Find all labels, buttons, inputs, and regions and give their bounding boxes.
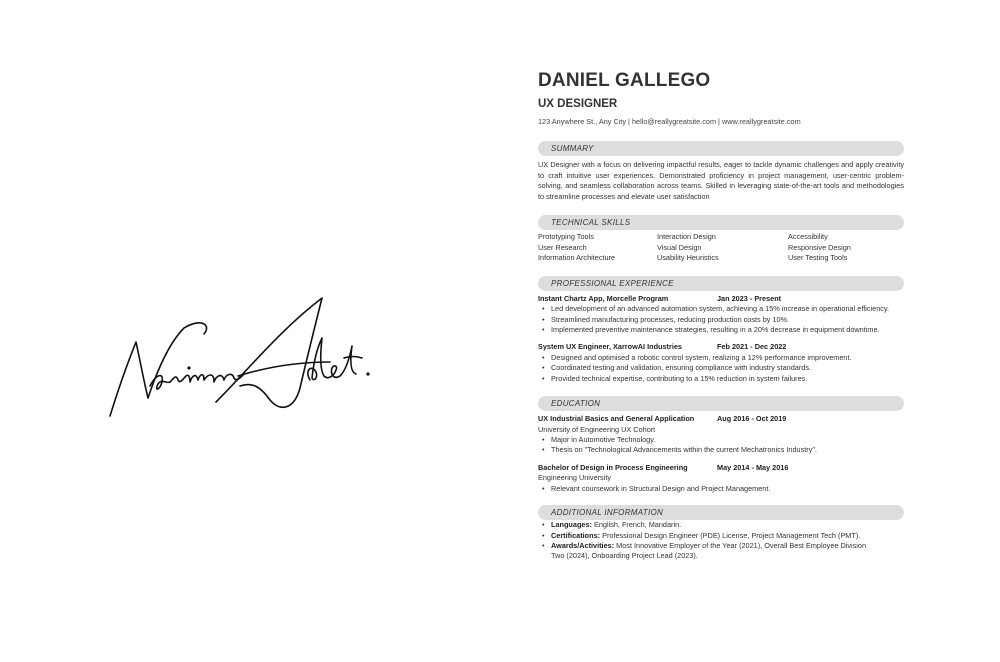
item-value: Professional Design Engineer (PDE) License, Project Management Tech (PMT).: [600, 530, 861, 540]
experience-heading: PROFESSIONAL EXPERIENCE: [538, 276, 904, 291]
education-header: [538, 463, 904, 474]
skills-heading: TECHNICAL SKILLS: [538, 215, 904, 230]
job-bullets: [538, 353, 904, 384]
skill-item: User Testing Tools: [788, 253, 848, 263]
skill-item: Accessibility: [788, 232, 828, 242]
education-heading: EDUCATION: [538, 396, 904, 411]
school-name: University of Engineering UX Cohort: [538, 424, 656, 434]
job-dates: Feb 2021 - Dec 2022: [717, 342, 787, 352]
skill-item: User Research: [538, 242, 587, 252]
job-bullets: [538, 304, 904, 335]
job-title: Instant Chartz App, Morcelle Program: [538, 293, 669, 303]
skill-item: Prototyping Tools: [538, 232, 594, 242]
additional-heading: ADDITIONAL INFORMATION: [538, 505, 904, 520]
list-item: • Provided technical expertise, contributing to a 15% reduction in system failures.: [538, 374, 904, 384]
list-item: • Led development of an advanced automation system, achieving a 15% increase in operational efficiency.: [538, 304, 904, 314]
summary-heading: SUMMARY: [538, 141, 904, 156]
contact-line: 123 Anywhere St., Any City | hello@reallygreatsite.com | www.reallygreatsite.com: [538, 117, 801, 126]
job-title: System UX Engineer, XarrowAI Industries: [538, 342, 682, 352]
item-value: English, French, Mandarin.: [591, 520, 682, 530]
job-header: [538, 342, 904, 353]
summary-text: UX Designer with a focus on delivering impactful results, eager to tackle dynamic challenges and apply creativity to craft intuitive user experiences. Demonstrated proficiency in project management, user-centric problem-solving, and seamless collaboration across teams. Skilled in leveraging state-of-the-art tools and methodologies to streamline processes and elevate user satisfaction: [538, 160, 904, 201]
education-header: [538, 414, 904, 425]
skill-item: Information Architecture: [538, 253, 616, 263]
list-item: [538, 520, 881, 530]
list-item: • Designed and optimised a robotic control system, realizing a 12% performance improvement.: [538, 353, 904, 363]
job-header: [538, 294, 904, 305]
list-item: [538, 541, 881, 562]
list-item: • Major in Automotive Technology.: [538, 435, 904, 445]
item-value: Most Innovative Employer of the Year (2021), Overall Best Employee Division Two (2024), Onboarding Project Lead (2023).: [551, 541, 867, 561]
item-label: Languages:: [551, 520, 592, 530]
education-bullets: [538, 484, 904, 494]
skills-grid: [538, 232, 904, 263]
skill-item: Interaction Design: [657, 232, 716, 242]
education-bullets: [538, 435, 904, 456]
resume-title: UX DESIGNER: [538, 98, 618, 110]
education-dates: Aug 2016 - Oct 2019: [717, 414, 787, 424]
job-dates: Jan 2023 - Present: [717, 293, 782, 303]
additional-list: [538, 520, 904, 562]
school-name: Engineering University: [538, 473, 612, 483]
list-item: • Relevant coursework in Structural Design and Project Management.: [538, 484, 904, 494]
resume: [538, 70, 904, 562]
skill-item: Responsive Design: [788, 242, 851, 252]
list-item: • Streamlined manufacturing processes, reducing production costs by 10%.: [538, 315, 904, 325]
item-label: Certifications:: [551, 530, 601, 540]
list-item: • Implemented preventive maintenance strategies, resulting in a 20% decrease in equipment downtime.: [538, 325, 904, 335]
education-title: Bachelor of Design in Process Engineering: [538, 462, 688, 472]
resume-name: DANIEL GALLEGO: [538, 70, 711, 91]
skill-item: Usability Heuristics: [657, 253, 719, 263]
signature-image: [100, 290, 370, 420]
item-label: Awards/Activities:: [551, 541, 615, 551]
list-item: [538, 531, 881, 541]
skill-item: Visual Design: [657, 242, 702, 252]
list-item: • Thesis on "Technological Advancements within the current Mechatronics Industry".: [538, 445, 904, 455]
education-title: UX Industrial Basics and General Application: [538, 414, 695, 424]
list-item: • Coordinated testing and validation, ensuring compliance with industry standards.: [538, 363, 904, 373]
education-dates: May 2014 - May 2016: [717, 462, 789, 472]
